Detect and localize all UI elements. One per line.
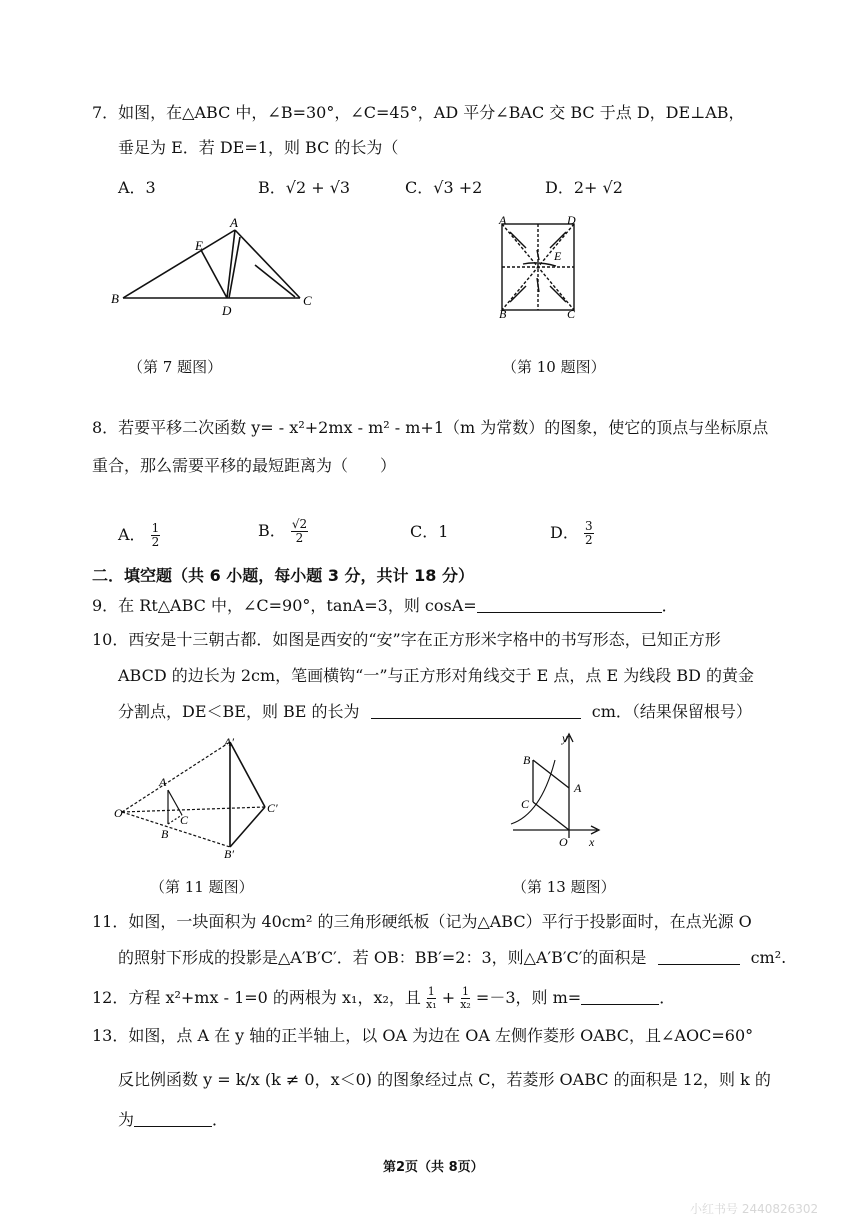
- q7-fig-label-e: E: [195, 238, 203, 253]
- q10-fig-label-e: E: [554, 249, 562, 263]
- q11-fig-label-b-prime: B′: [224, 847, 234, 861]
- q9-answer-blank[interactable]: [477, 596, 662, 613]
- q13-fig-caption: （第 13 题图）: [512, 878, 616, 896]
- q11-fig-label-c-prime: C′: [267, 801, 278, 815]
- q8-option-d-den: 2: [584, 533, 593, 547]
- q7-fig-label-c: C: [303, 293, 312, 308]
- q12-answer-blank[interactable]: [581, 988, 659, 1005]
- q11-fig-label-b: B: [161, 827, 169, 841]
- q13-line3: [118, 1110, 228, 1130]
- q8-option-b-den: 2: [295, 531, 304, 545]
- q8-option-a-den: 2: [151, 535, 160, 549]
- q12-frac2-den: x₂: [460, 998, 471, 1011]
- q8-line2: 重合，那么需要平移的最短距离为（ ）: [92, 456, 397, 475]
- section-2-heading: 二．填空题（共 6 小题，每小题 3 分，共计 18 分）: [92, 566, 474, 585]
- q7-figure: [105, 215, 330, 325]
- q10-line1: 10．西安是十三朝古都．如图是西安的“安”字在正方形米字格中的书写形态，已知正方形: [92, 630, 721, 649]
- q10-answer-blank[interactable]: [371, 702, 581, 719]
- q10-figure: [493, 212, 589, 320]
- q12-frac1-den: x₁: [425, 998, 437, 1011]
- q10-line3: [118, 702, 752, 722]
- q7-fig-label-d: D: [222, 303, 232, 318]
- q8-option-a: [118, 522, 160, 549]
- q7-option-b: B．√2 + √3: [258, 178, 351, 197]
- q10-fig-label-d: D: [567, 213, 576, 227]
- q7-fig-label-b: B: [111, 291, 119, 306]
- q11-fig-label-a-prime: A′: [224, 735, 234, 749]
- q9-text: 9．在 Rt△ABC 中，∠C=90°，tanA=3，则 cosA=: [92, 596, 477, 615]
- q13-line3-text: 为: [118, 1110, 135, 1129]
- q7-line2: 垂足为 E．若 DE=1，则 BC 的长为（: [118, 138, 399, 157]
- q11-fig-label-c: C: [180, 813, 189, 827]
- q13-line2: 反比例函数 y = k/x (k ≠ 0，x＜0) 的图象经过点 C，若菱形 OABC 的面积是 12，则 k 的: [118, 1070, 771, 1089]
- q12: [92, 986, 675, 1011]
- q11-line1: 11．如图，一块面积为 40cm² 的三角形硬纸板（记为△ABC）平行于投影面时，在点光源 O: [92, 912, 752, 931]
- q7-option-d: D．2+ √2: [545, 178, 623, 197]
- q13-end: ．: [212, 1110, 229, 1129]
- q13-fig-label-x: x: [589, 835, 595, 849]
- q13-figure: [505, 730, 605, 852]
- q8-option-b-letter: B．: [258, 521, 286, 540]
- q12-end: ．: [659, 988, 676, 1007]
- q7-line1: 7．如图，在△ABC 中，∠B=30°，∠C=45°，AD 平分∠BAC 交 BC 于点 D，DE⊥AB，: [92, 103, 745, 122]
- q10-line3-unit: cm．（结果保留根号）: [591, 702, 752, 721]
- q11-figure: [110, 732, 295, 862]
- q11-line2-text: 的照射下形成的投影是△A′B′C′．若 OB：BB′=2：3，则△A′B′C′的面积是: [118, 948, 647, 967]
- watermark: 小红书号 2440826302: [690, 1202, 819, 1216]
- q10-fig-caption: （第 10 题图）: [502, 358, 606, 376]
- q13-fig-label-c: C: [521, 797, 530, 811]
- q13-fig-label-b: B: [523, 753, 531, 767]
- q12-plus: +: [441, 988, 456, 1007]
- q10-fig-label-b: B: [499, 307, 507, 320]
- q11-fig-caption: （第 11 题图）: [150, 878, 254, 896]
- q8-line1: 8．若要平移二次函数 y= - x²+2mx - m² - m+1（m 为常数）的图象，使它的顶点与坐标原点: [92, 418, 769, 437]
- q7-option-a: A．3: [118, 178, 156, 197]
- q11-line2-unit: cm².: [750, 948, 787, 967]
- q12-text: 12．方程 x²+mx - 1=0 的两根为 x₁，x₂，且: [92, 988, 421, 1007]
- q10-fig-label-c: C: [567, 307, 576, 320]
- q12-mid: =－3，则 m=: [475, 988, 582, 1007]
- q7-fig-caption: （第 7 题图）: [128, 358, 223, 376]
- q13-line1: 13．如图，点 A 在 y 轴的正半轴上，以 OA 为边在 OA 左侧作菱形 OABC，且∠AOC=60°: [92, 1026, 754, 1045]
- q12-frac2-num: 1: [462, 985, 470, 998]
- q8-option-a-num: 1: [151, 521, 160, 535]
- q11-line2: [118, 948, 786, 968]
- page-footer: 第2页（共 8页）: [383, 1160, 484, 1175]
- q10-line3-text: 分割点，DE＜BE，则 BE 的长为: [118, 702, 360, 721]
- q7-fig-label-a: A: [230, 215, 238, 230]
- q11-fig-label-a: A: [159, 775, 167, 789]
- q9: [92, 596, 678, 616]
- q8-option-d-num: 3: [584, 519, 593, 533]
- q10-fig-label-a: A: [499, 213, 507, 227]
- q8-option-b: [258, 518, 308, 545]
- q8-option-c: [410, 522, 448, 542]
- q8-option-c-letter: C．: [410, 522, 439, 541]
- q13-fig-label-o: O: [559, 835, 568, 849]
- q8-option-a-letter: A．: [118, 525, 146, 544]
- q8-option-c-value: 1: [438, 522, 449, 541]
- q7-option-c: C．√3 +2: [405, 178, 483, 197]
- q11-fig-label-o: O: [114, 806, 123, 820]
- q10-line2: ABCD 的边长为 2cm，笔画横钩“一”与正方形对角线交于 E 点，点 E 为线段 BD 的黄金: [118, 666, 754, 685]
- q9-end: ．: [661, 596, 678, 615]
- q12-frac1-num: 1: [427, 985, 435, 998]
- q13-answer-blank[interactable]: [134, 1110, 212, 1127]
- q13-fig-label-y: y: [562, 731, 568, 745]
- q8-option-d-letter: D．: [550, 523, 579, 542]
- q8-option-d: [550, 520, 594, 547]
- q13-fig-label-a: A: [574, 781, 582, 795]
- q8-option-b-num: √2: [291, 517, 308, 531]
- q11-answer-blank[interactable]: [658, 948, 740, 965]
